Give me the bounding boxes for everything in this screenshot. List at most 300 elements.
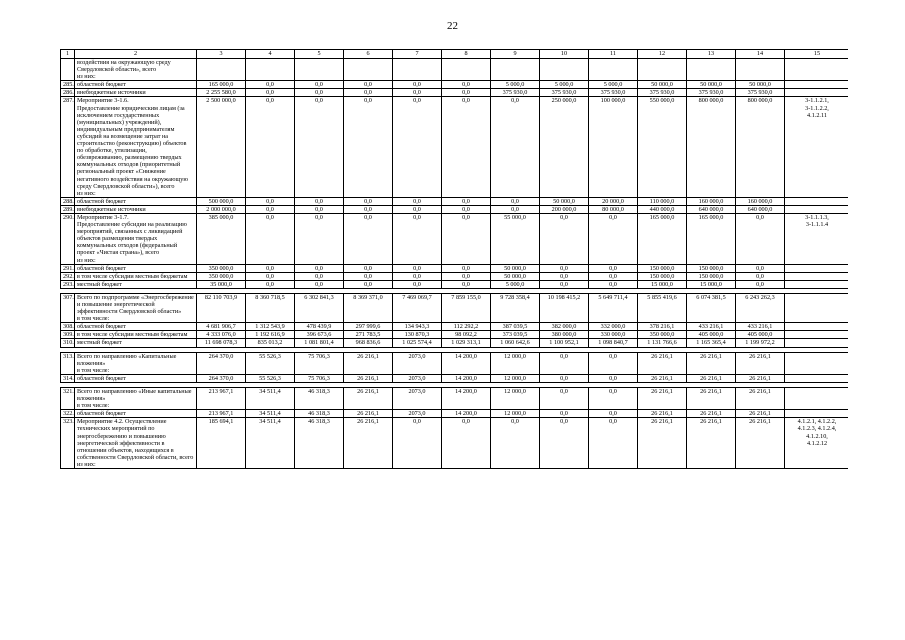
row-number: 288. — [61, 197, 75, 205]
row-description: областной бюджет — [75, 374, 197, 382]
target-indicator-ref: 3-1.1.1.3, 3-1.1.1.4 — [785, 213, 849, 264]
amount-cell: 26 216,1 — [736, 410, 785, 418]
amount-cell: 130 870,3 — [393, 331, 442, 339]
amount-cell: 50 000,0 — [638, 81, 687, 89]
row-description: местный бюджет — [75, 280, 197, 288]
amount-cell: 330 000,0 — [589, 331, 638, 339]
amount-cell: 2 255 580,0 — [197, 89, 246, 97]
amount-cell: 0,0 — [295, 197, 344, 205]
amount-cell: 800 000,0 — [736, 97, 785, 197]
amount-cell: 0,0 — [589, 352, 638, 374]
amount-cell: 26 216,1 — [638, 410, 687, 418]
amount-cell: 26 216,1 — [344, 410, 393, 418]
amount-cell: 5 000,0 — [540, 81, 589, 89]
amount-cell: 0,0 — [589, 410, 638, 418]
amount-cell: 12 000,0 — [491, 410, 540, 418]
row-number: 321. — [61, 387, 75, 409]
amount-cell: 200 000,0 — [540, 205, 589, 213]
amount-cell: 0,0 — [344, 197, 393, 205]
amount-cell: 0,0 — [491, 97, 540, 197]
amount-cell: 1 029 313,1 — [442, 339, 491, 347]
amount-cell: 2073,0 — [393, 387, 442, 409]
table-row — [61, 97, 849, 197]
amount-cell: 26 216,1 — [638, 352, 687, 374]
amount-cell: 250 000,0 — [540, 97, 589, 197]
target-indicator-ref — [785, 293, 849, 322]
amount-cell: 800 000,0 — [687, 97, 736, 197]
table-row — [61, 410, 849, 418]
target-indicator-ref — [785, 410, 849, 418]
amount-cell: 0,0 — [540, 280, 589, 288]
amount-cell: 26 216,1 — [687, 410, 736, 418]
amount-cell: 550 000,0 — [638, 97, 687, 197]
row-number: 286. — [61, 89, 75, 97]
row-description: областной бюджет — [75, 197, 197, 205]
amount-cell: 332 000,0 — [589, 323, 638, 331]
amount-cell: 150 000,0 — [687, 264, 736, 272]
amount-cell: 0,0 — [736, 213, 785, 264]
amount-cell: 0,0 — [589, 418, 638, 469]
amount-cell: 0,0 — [295, 81, 344, 89]
amount-cell: 1 312 543,9 — [246, 323, 295, 331]
amount-cell: 9 728 358,4 — [491, 293, 540, 322]
amount-cell: 50 000,0 — [736, 81, 785, 89]
row-number: 310. — [61, 339, 75, 347]
amount-cell: 0,0 — [393, 89, 442, 97]
amount-cell: 165 000,0 — [638, 213, 687, 264]
table-row — [61, 264, 849, 272]
target-indicator-ref — [785, 352, 849, 374]
financing-table-wrapper — [60, 49, 848, 637]
amount-cell: 0,0 — [344, 264, 393, 272]
table-row — [61, 89, 849, 97]
amount-cell: 1 165 365,4 — [687, 339, 736, 347]
amount-cell: 640 000,0 — [736, 205, 785, 213]
amount-cell: 0,0 — [393, 97, 442, 197]
amount-cell: 0,0 — [589, 264, 638, 272]
amount-cell: 1 098 840,7 — [589, 339, 638, 347]
column-header: 1 — [61, 50, 75, 59]
amount-cell: 440 000,0 — [638, 205, 687, 213]
amount-cell: 46 318,3 — [295, 387, 344, 409]
target-indicator-ref — [785, 387, 849, 409]
amount-cell: 0,0 — [246, 280, 295, 288]
amount-cell: 0,0 — [393, 418, 442, 469]
amount-cell: 385 000,0 — [197, 213, 246, 264]
amount-cell: 0,0 — [540, 272, 589, 280]
table-row — [61, 293, 849, 322]
amount-cell: 14 200,0 — [442, 374, 491, 382]
amount-cell: 35 000,0 — [197, 280, 246, 288]
amount-cell: 5 000,0 — [491, 280, 540, 288]
amount-cell: 0,0 — [491, 197, 540, 205]
financing-table — [60, 49, 848, 469]
amount-cell: 26 216,1 — [638, 374, 687, 382]
amount-cell: 0,0 — [393, 272, 442, 280]
amount-cell: 82 110 703,9 — [197, 293, 246, 322]
amount-cell: 7 859 155,0 — [442, 293, 491, 322]
amount-cell — [442, 59, 491, 81]
amount-cell: 0,0 — [736, 272, 785, 280]
amount-cell: 4 333 076,0 — [197, 331, 246, 339]
amount-cell: 50 000,0 — [491, 264, 540, 272]
amount-cell: 213 967,1 — [197, 387, 246, 409]
amount-cell: 100 000,0 — [589, 97, 638, 197]
row-description: внебюджетные источники — [75, 205, 197, 213]
amount-cell — [491, 59, 540, 81]
amount-cell: 165 000,0 — [687, 213, 736, 264]
amount-cell: 0,0 — [393, 197, 442, 205]
amount-cell: 0,0 — [442, 197, 491, 205]
amount-cell: 0,0 — [344, 97, 393, 197]
amount-cell: 264 370,0 — [197, 374, 246, 382]
amount-cell: 0,0 — [295, 264, 344, 272]
amount-cell: 5 000,0 — [589, 81, 638, 89]
row-description: областной бюджет — [75, 410, 197, 418]
target-indicator-ref — [785, 89, 849, 97]
amount-cell: 433 216,1 — [687, 323, 736, 331]
row-number: 313. — [61, 352, 75, 374]
amount-cell: 12 000,0 — [491, 374, 540, 382]
amount-cell: 26 216,1 — [736, 352, 785, 374]
amount-cell: 396 673,6 — [295, 331, 344, 339]
row-description: внебюджетные источники — [75, 89, 197, 97]
row-number: 314. — [61, 374, 75, 382]
amount-cell: 375 930,0 — [589, 89, 638, 97]
row-description: в том числе субсидии местным бюджетам — [75, 331, 197, 339]
amount-cell: 433 216,1 — [736, 323, 785, 331]
row-number: 291. — [61, 264, 75, 272]
table-row — [61, 197, 849, 205]
target-indicator-ref — [785, 374, 849, 382]
table-row — [61, 272, 849, 280]
amount-cell: 640 000,0 — [687, 205, 736, 213]
amount-cell: 0,0 — [589, 387, 638, 409]
amount-cell: 12 000,0 — [491, 387, 540, 409]
amount-cell: 50 000,0 — [491, 272, 540, 280]
target-indicator-ref — [785, 280, 849, 288]
row-description: местный бюджет — [75, 339, 197, 347]
row-description: в том числе субсидии местным бюджетам — [75, 272, 197, 280]
amount-cell: 0,0 — [295, 97, 344, 197]
amount-cell: 4 681 906,7 — [197, 323, 246, 331]
column-header: 10 — [540, 50, 589, 59]
amount-cell: 213 967,1 — [197, 410, 246, 418]
amount-cell: 80 000,0 — [589, 205, 638, 213]
amount-cell: 1 131 766,6 — [638, 339, 687, 347]
amount-cell: 0,0 — [295, 213, 344, 264]
amount-cell: 0,0 — [540, 352, 589, 374]
amount-cell: 350 000,0 — [197, 264, 246, 272]
amount-cell: 375 930,0 — [638, 89, 687, 97]
amount-cell: 34 511,4 — [246, 418, 295, 469]
table-row — [61, 323, 849, 331]
target-indicator-ref — [785, 59, 849, 81]
amount-cell: 110 000,0 — [638, 197, 687, 205]
target-indicator-ref: 4.1.2.1, 4.1.2.2, 4.1.2.3, 4.1.2.4, 4.1.2.10, 4.1.2.12 — [785, 418, 849, 469]
amount-cell: 14 200,0 — [442, 410, 491, 418]
target-indicator-ref — [785, 197, 849, 205]
amount-cell: 0,0 — [295, 205, 344, 213]
column-header: 4 — [246, 50, 295, 59]
row-description: Мероприятие 3-1.7. Предоставление субсидии на реализацию мероприятий, связанных с ликвидацией объектов размещения твердых коммунальных отходов (федеральный проект «Чистая страна»), всего из них: — [75, 213, 197, 264]
target-indicator-ref — [785, 81, 849, 89]
amount-cell: 0,0 — [442, 97, 491, 197]
amount-cell: 50 000,0 — [687, 81, 736, 89]
row-description: Мероприятие 4.2. Осуществление технических мероприятий по энергосбережению и повышению энергетической эффективности в отношении объектов, находящихся в собственности Свердловской области, всего из них: — [75, 418, 197, 469]
amount-cell: 0,0 — [295, 89, 344, 97]
amount-cell: 2073,0 — [393, 352, 442, 374]
amount-cell: 405 000,0 — [687, 331, 736, 339]
row-number: 289. — [61, 205, 75, 213]
amount-cell: 0,0 — [442, 81, 491, 89]
amount-cell: 350 000,0 — [197, 272, 246, 280]
amount-cell: 0,0 — [344, 205, 393, 213]
amount-cell: 0,0 — [295, 280, 344, 288]
amount-cell: 0,0 — [589, 374, 638, 382]
row-number: 293. — [61, 280, 75, 288]
amount-cell: 46 318,3 — [295, 418, 344, 469]
amount-cell: 0,0 — [246, 89, 295, 97]
amount-cell: 382 000,0 — [540, 323, 589, 331]
amount-cell: 11 698 078,3 — [197, 339, 246, 347]
table-row — [61, 280, 849, 288]
amount-cell: 0,0 — [540, 410, 589, 418]
amount-cell: 0,0 — [344, 280, 393, 288]
table-row — [61, 205, 849, 213]
amount-cell: 26 216,1 — [344, 418, 393, 469]
target-indicator-ref — [785, 331, 849, 339]
row-description: областной бюджет — [75, 323, 197, 331]
amount-cell: 98 092,2 — [442, 331, 491, 339]
amount-cell: 112 292,2 — [442, 323, 491, 331]
row-description: областной бюджет — [75, 264, 197, 272]
amount-cell: 134 943,3 — [393, 323, 442, 331]
amount-cell: 14 200,0 — [442, 352, 491, 374]
amount-cell: 0,0 — [246, 97, 295, 197]
amount-cell: 0,0 — [442, 89, 491, 97]
amount-cell: 15 000,0 — [638, 280, 687, 288]
amount-cell: 26 216,1 — [344, 387, 393, 409]
amount-cell: 375 930,0 — [736, 89, 785, 97]
amount-cell: 0,0 — [540, 213, 589, 264]
row-description: областной бюджет — [75, 81, 197, 89]
amount-cell: 0,0 — [393, 280, 442, 288]
amount-cell: 0,0 — [246, 81, 295, 89]
row-number: 285. — [61, 81, 75, 89]
row-description: Всего по направлению «Иные капитальные вложения» в том числе: — [75, 387, 197, 409]
amount-cell: 500 000,0 — [197, 197, 246, 205]
amount-cell: 5 649 711,4 — [589, 293, 638, 322]
amount-cell: 20 000,0 — [589, 197, 638, 205]
amount-cell: 2 000 000,0 — [197, 205, 246, 213]
row-description: Всего по направлению «Капитальные вложения» в том числе: — [75, 352, 197, 374]
amount-cell: 6 243 262,3 — [736, 293, 785, 322]
amount-cell: 34 511,4 — [246, 410, 295, 418]
table-row — [61, 418, 849, 469]
amount-cell: 8 369 371,0 — [344, 293, 393, 322]
amount-cell: 0,0 — [442, 264, 491, 272]
row-description: Всего по подпрограмме «Энергосбережение и повышение энергетической эффективности Свердловской области» в том числе: — [75, 293, 197, 322]
row-description: воздействия на окружающую среду Свердловской области», всего из них: — [75, 59, 197, 81]
amount-cell: 55 526,3 — [246, 374, 295, 382]
amount-cell: 0,0 — [246, 205, 295, 213]
amount-cell: 0,0 — [736, 280, 785, 288]
target-indicator-ref — [785, 272, 849, 280]
amount-cell: 14 200,0 — [442, 387, 491, 409]
table-row — [61, 81, 849, 89]
amount-cell: 0,0 — [736, 264, 785, 272]
amount-cell: 55 000,0 — [491, 213, 540, 264]
row-description: Мероприятие 3-1.6. Предоставление юридическим лицам (за исключением государственных (муниципальных) учреждений), индивидуальным предпринимателям субсидий на возмещение затрат на строительство (реконструкцию) объектов по обработке, утилизации, обезвреживанию, размещению твердых коммунальных отходов (приоритетный региональный проект «Снижение негативного воздействия на окружающую среду Свердловской области»), всего из них: — [75, 97, 197, 197]
table-row — [61, 387, 849, 409]
row-number — [61, 59, 75, 81]
column-header: 6 — [344, 50, 393, 59]
amount-cell: 6 302 841,3 — [295, 293, 344, 322]
row-number: 292. — [61, 272, 75, 280]
table-row — [61, 59, 849, 81]
table-row — [61, 374, 849, 382]
amount-cell: 380 000,0 — [540, 331, 589, 339]
amount-cell: 160 000,0 — [736, 197, 785, 205]
amount-cell: 26 216,1 — [736, 387, 785, 409]
column-header: 11 — [589, 50, 638, 59]
amount-cell: 5 000,0 — [491, 81, 540, 89]
amount-cell: 0,0 — [589, 280, 638, 288]
table-row — [61, 331, 849, 339]
amount-cell — [638, 59, 687, 81]
table-row — [61, 213, 849, 264]
amount-cell: 26 216,1 — [638, 418, 687, 469]
amount-cell: 7 469 069,7 — [393, 293, 442, 322]
amount-cell: 0,0 — [393, 81, 442, 89]
table-body — [61, 59, 849, 469]
amount-cell: 26 216,1 — [638, 387, 687, 409]
amount-cell: 271 783,5 — [344, 331, 393, 339]
amount-cell: 0,0 — [589, 213, 638, 264]
row-number: 290. — [61, 213, 75, 264]
amount-cell: 1 192 616,9 — [246, 331, 295, 339]
amount-cell: 150 000,0 — [638, 264, 687, 272]
amount-cell: 185 694,1 — [197, 418, 246, 469]
amount-cell: 12 000,0 — [491, 352, 540, 374]
amount-cell: 0,0 — [540, 374, 589, 382]
amount-cell: 34 511,4 — [246, 387, 295, 409]
row-number: 322. — [61, 410, 75, 418]
column-header: 7 — [393, 50, 442, 59]
amount-cell — [687, 59, 736, 81]
amount-cell: 26 216,1 — [687, 352, 736, 374]
amount-cell — [246, 59, 295, 81]
amount-cell: 375 930,0 — [687, 89, 736, 97]
column-header: 12 — [638, 50, 687, 59]
target-indicator-ref — [785, 205, 849, 213]
column-header: 5 — [295, 50, 344, 59]
amount-cell: 375 930,0 — [491, 89, 540, 97]
amount-cell: 165 000,0 — [197, 81, 246, 89]
amount-cell — [736, 59, 785, 81]
amount-cell: 10 198 415,2 — [540, 293, 589, 322]
row-number: 287. — [61, 97, 75, 197]
amount-cell: 8 360 718,5 — [246, 293, 295, 322]
row-number: 309. — [61, 331, 75, 339]
amount-cell — [197, 59, 246, 81]
row-number: 323. — [61, 418, 75, 469]
amount-cell: 387 039,5 — [491, 323, 540, 331]
amount-cell: 297 999,6 — [344, 323, 393, 331]
amount-cell: 75 706,3 — [295, 352, 344, 374]
amount-cell: 835 013,2 — [246, 339, 295, 347]
target-indicator-ref — [785, 339, 849, 347]
amount-cell: 0,0 — [344, 89, 393, 97]
amount-cell: 1 100 952,1 — [540, 339, 589, 347]
amount-cell: 0,0 — [295, 272, 344, 280]
amount-cell — [393, 59, 442, 81]
amount-cell: 50 000,0 — [540, 197, 589, 205]
header-row — [61, 50, 849, 59]
amount-cell: 0,0 — [344, 272, 393, 280]
amount-cell: 26 216,1 — [344, 352, 393, 374]
amount-cell: 350 000,0 — [638, 331, 687, 339]
amount-cell — [589, 59, 638, 81]
table-row — [61, 352, 849, 374]
amount-cell: 1 060 642,6 — [491, 339, 540, 347]
amount-cell: 15 000,0 — [687, 280, 736, 288]
amount-cell: 0,0 — [540, 264, 589, 272]
amount-cell: 0,0 — [442, 213, 491, 264]
amount-cell: 0,0 — [540, 387, 589, 409]
amount-cell: 1 081 801,4 — [295, 339, 344, 347]
amount-cell: 26 216,1 — [736, 418, 785, 469]
amount-cell: 0,0 — [589, 272, 638, 280]
amount-cell: 0,0 — [393, 213, 442, 264]
amount-cell: 0,0 — [442, 418, 491, 469]
amount-cell: 0,0 — [344, 213, 393, 264]
amount-cell: 75 706,3 — [295, 374, 344, 382]
amount-cell — [540, 59, 589, 81]
column-header: 2 — [75, 50, 197, 59]
amount-cell: 26 216,1 — [736, 374, 785, 382]
amount-cell: 968 836,6 — [344, 339, 393, 347]
amount-cell: 26 216,1 — [687, 418, 736, 469]
page-number: 22 — [447, 20, 458, 32]
amount-cell: 0,0 — [344, 81, 393, 89]
amount-cell: 0,0 — [393, 205, 442, 213]
amount-cell: 0,0 — [491, 418, 540, 469]
amount-cell: 0,0 — [246, 264, 295, 272]
amount-cell: 55 526,3 — [246, 352, 295, 374]
amount-cell: 1 199 972,2 — [736, 339, 785, 347]
amount-cell: 1 025 574,4 — [393, 339, 442, 347]
amount-cell: 26 216,1 — [687, 374, 736, 382]
column-header: 8 — [442, 50, 491, 59]
target-indicator-ref — [785, 264, 849, 272]
amount-cell: 0,0 — [540, 418, 589, 469]
amount-cell — [295, 59, 344, 81]
amount-cell: 6 074 381,5 — [687, 293, 736, 322]
amount-cell: 478 439,9 — [295, 323, 344, 331]
amount-cell: 378 216,1 — [638, 323, 687, 331]
amount-cell: 160 000,0 — [687, 197, 736, 205]
amount-cell: 0,0 — [442, 205, 491, 213]
column-header: 13 — [687, 50, 736, 59]
row-number: 307. — [61, 293, 75, 322]
column-header: 3 — [197, 50, 246, 59]
amount-cell: 5 855 419,6 — [638, 293, 687, 322]
amount-cell: 373 039,5 — [491, 331, 540, 339]
amount-cell: 150 000,0 — [638, 272, 687, 280]
amount-cell: 375 930,0 — [540, 89, 589, 97]
